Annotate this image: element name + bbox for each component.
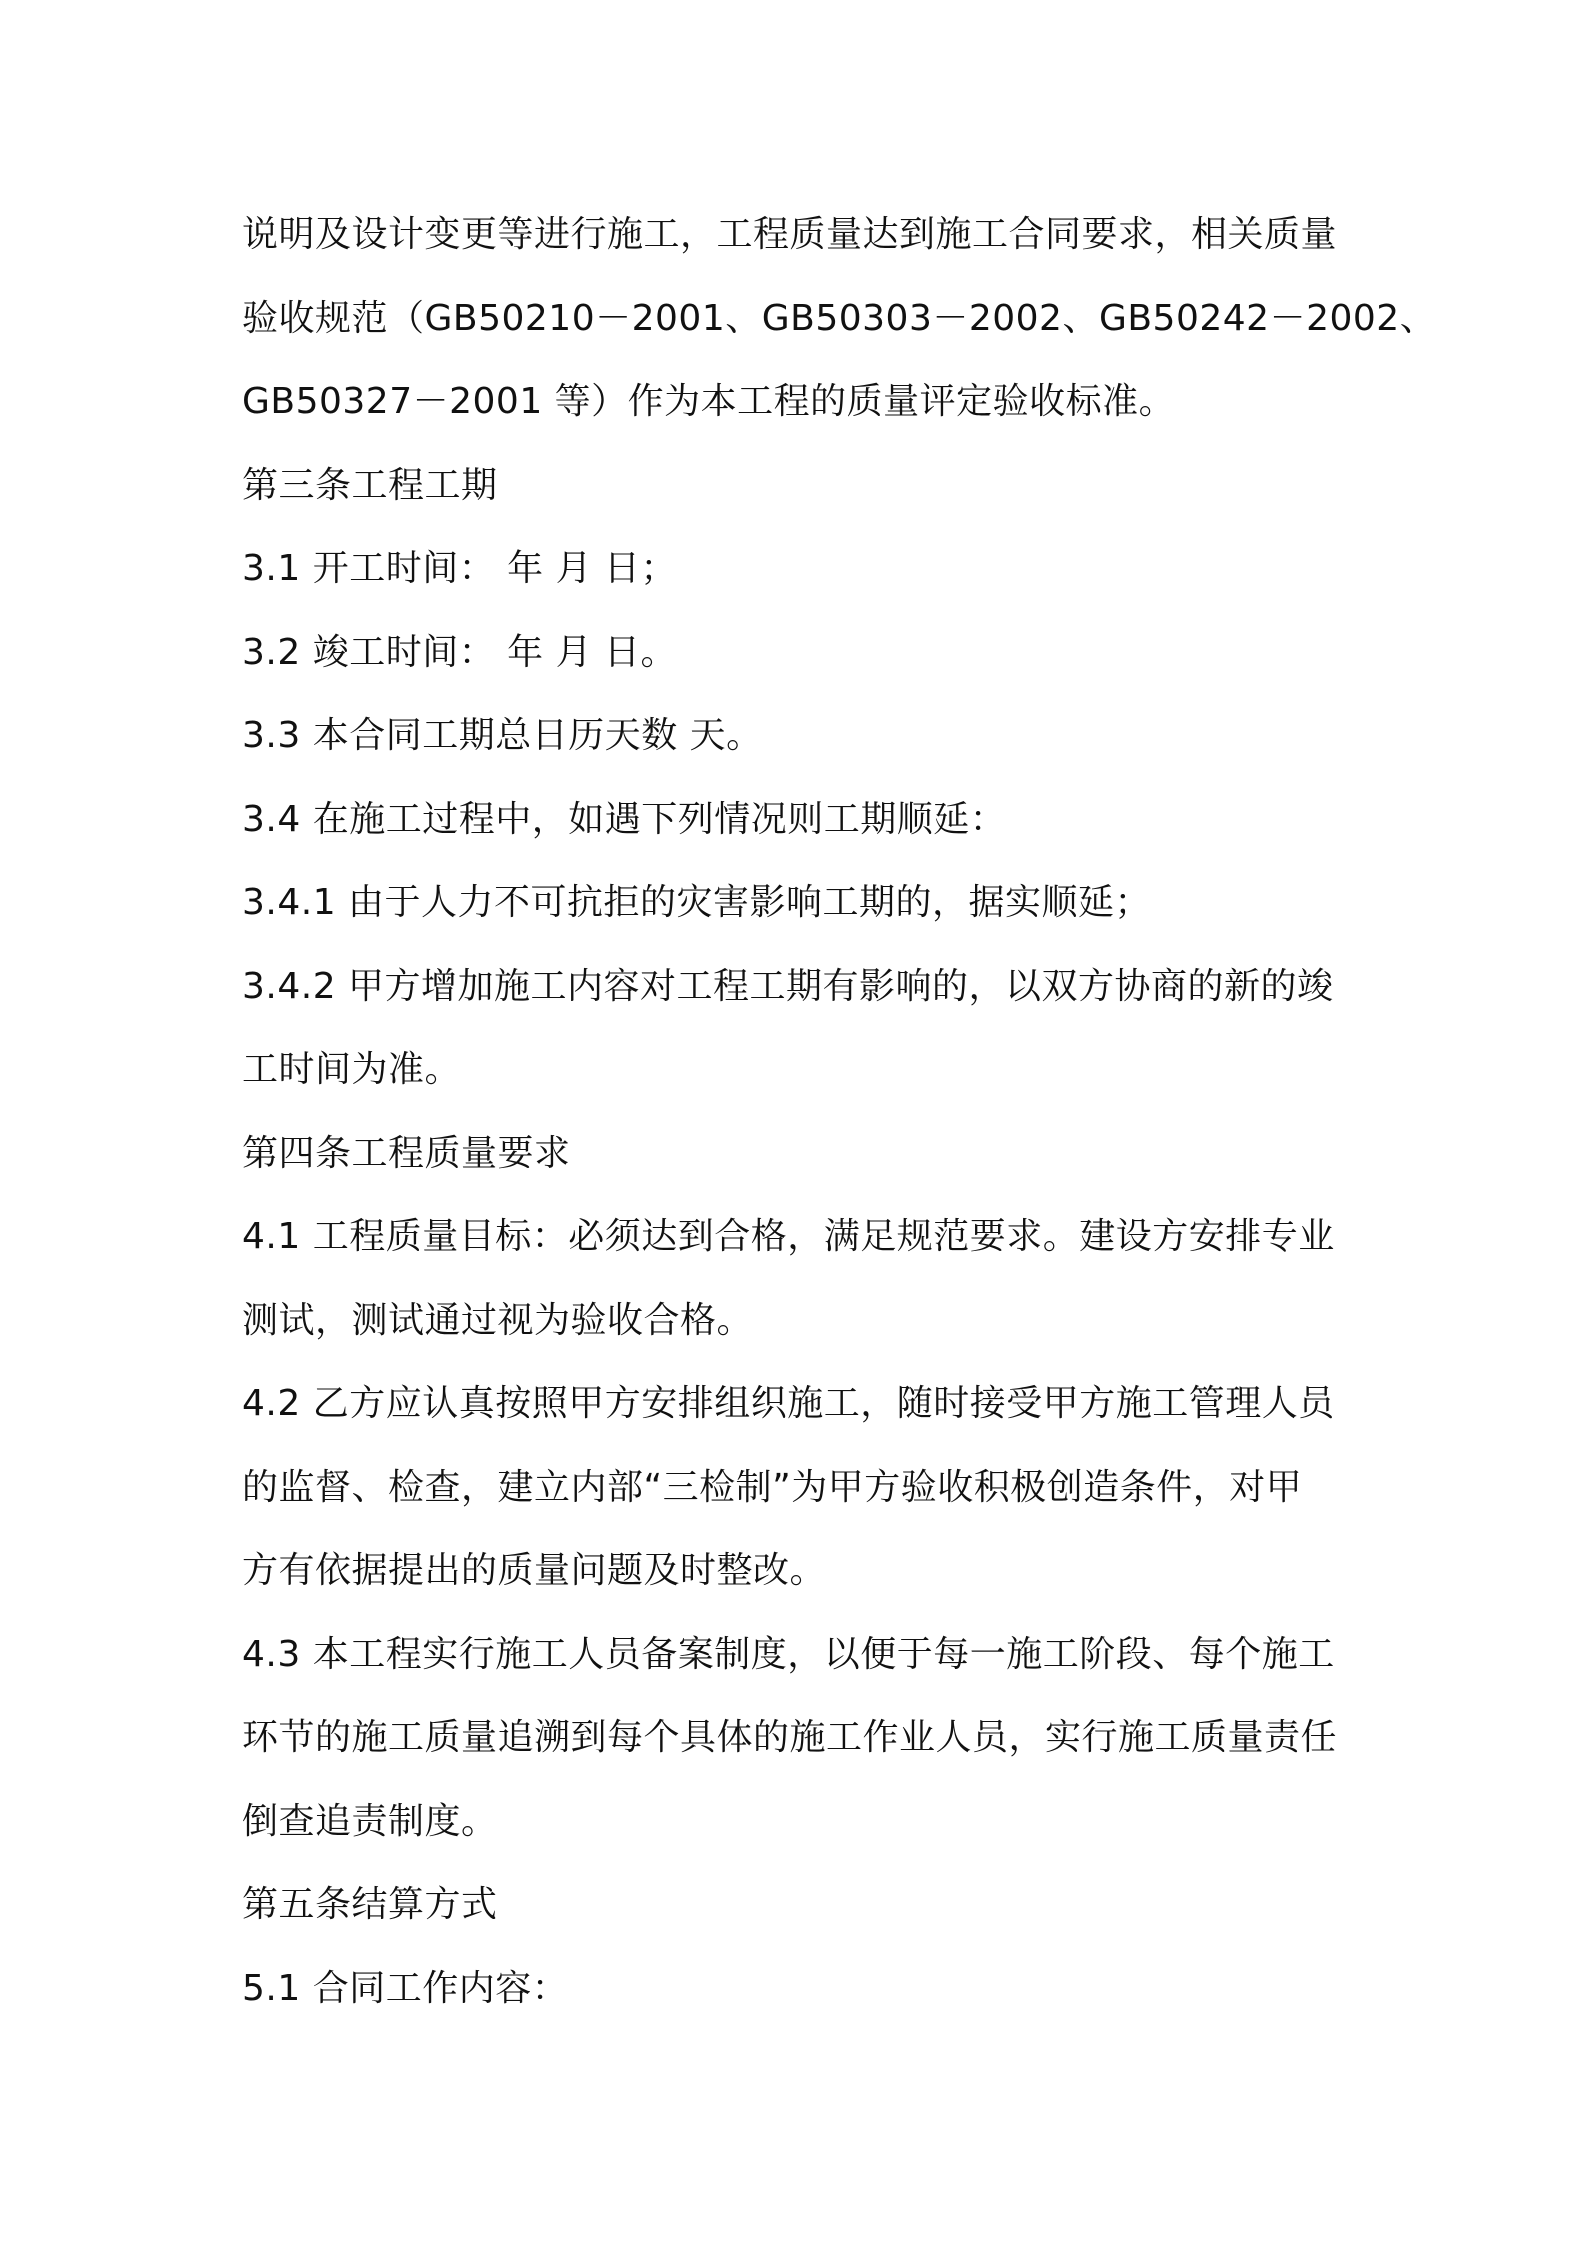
text-line: 验收规范（GB50210－2001、GB50303－2002、GB50242－2002、 xyxy=(242,297,1437,339)
text-line: GB50327－2001 等）作为本工程的质量评定验收标准。 xyxy=(242,381,1176,422)
text-line: 4.2 乙方应认真按照甲方安排组织施工，随时接受甲方施工管理人员 xyxy=(242,1383,1335,1424)
text-line: 方有依据提出的质量问题及时整改。 xyxy=(242,1550,827,1591)
text-line: 3.2 竣工时间： 年 月 日。 xyxy=(242,631,678,673)
text-line: 的监督、检查，建立内部“三检制”为甲方验收积极创造条件，对甲 xyxy=(242,1466,1303,1508)
text-line: 说明及设计变更等进行施工，工程质量达到施工合同要求，相关质量 xyxy=(242,214,1338,255)
text-line: 3.4.1 由于人力不可抗拒的灾害影响工期的，据实顺延； xyxy=(242,882,1152,923)
text-line: 测试，测试通过视为验收合格。 xyxy=(242,1299,754,1341)
text-line: 3.3 本合同工期总日历天数 天。 xyxy=(242,715,763,756)
text-line: 4.1 工程质量目标：必须达到合格，满足规范要求。建设方安排专业 xyxy=(242,1216,1335,1257)
text-line: 环节的施工质量追溯到每个具体的施工作业人员，实行施工质量责任 xyxy=(242,1717,1338,1758)
document-body xyxy=(242,193,1437,2030)
section-heading: 第五条结算方式 xyxy=(242,1884,498,1925)
text-line: 倒查追责制度。 xyxy=(242,1800,498,1842)
text-line: 3.1 开工时间： 年 月 日； xyxy=(242,548,678,589)
text-line: 工时间为准。 xyxy=(242,1049,462,1090)
text-line: 4.3 本工程实行施工人员备案制度，以便于每一施工阶段、每个施工 xyxy=(242,1633,1335,1675)
section-heading: 第四条工程质量要求 xyxy=(242,1132,571,1174)
text-line: 3.4 在施工过程中，如遇下列情况则工期顺延： xyxy=(242,798,1007,840)
text-line: 3.4.2 甲方增加施工内容对工程工期有影响的，以双方协商的新的竣 xyxy=(242,965,1334,1007)
text-line: 5.1 合同工作内容： xyxy=(242,1967,569,2009)
section-heading: 第三条工程工期 xyxy=(242,464,498,506)
